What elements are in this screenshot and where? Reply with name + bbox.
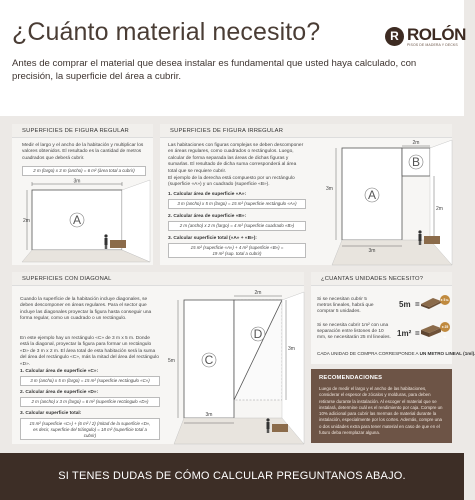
panel-diagonal bbox=[12, 272, 304, 444]
irregular-step-1: 1. Calcular área de superficie «A»: bbox=[168, 192, 247, 197]
irregular-area-a-label: A bbox=[367, 188, 377, 202]
recommendations-title: RECOMENDACIONES bbox=[319, 375, 383, 381]
irregular-formula-1: 3 m (ancho) x 5 m (largo) = 15 m² (superficie rectángulo «A») bbox=[168, 199, 306, 209]
regular-dim-side: 2m bbox=[23, 218, 30, 224]
panel-recommendations bbox=[311, 369, 452, 443]
panel-irregular-title: SUPERFICIES DE FIGURA IRREGULAR bbox=[160, 124, 452, 138]
irregular-dim-left: 3m bbox=[326, 186, 333, 192]
diagonal-text-2: En este ejemplo hay un rectángulo «C» de 3 m x 5 m. Donde está la diagonal, proyectar la figura para formar un rectángulo «D» de 3 m x 2 m. El área total de esta habitación será la suma del área del rectángulo «C», más la mitad del área del rectángulo «D». bbox=[20, 336, 159, 367]
irregular-formula-3-line-1: 15 m² (superficie «A») + 4 m² (superficie «B») = bbox=[190, 245, 284, 250]
panel-units bbox=[311, 272, 475, 364]
diagonal-area-d-label: D bbox=[253, 327, 263, 341]
diagonal-area-c-label: C bbox=[204, 353, 214, 367]
diagonal-step-1: 1. Calcular área de superficie «C»: bbox=[20, 369, 99, 374]
units-note-prefix: CADA UNIDAD DE COMPRA CORRESPONDE A bbox=[317, 351, 420, 356]
diagonal-dim-top: 2m bbox=[254, 290, 262, 296]
diagonal-dim-bottom: 3m bbox=[205, 412, 213, 418]
units-row-2-equals: = bbox=[415, 329, 420, 338]
diagonal-formula-1: 3 m (ancho) x 5 m (largo) = 15 m² (superficie rectángulo «C») bbox=[20, 376, 160, 386]
panel-irregular bbox=[160, 124, 452, 265]
regular-area-label: A bbox=[72, 213, 82, 227]
panel-regular-title: SUPERFICIES DE FIGURA REGULAR bbox=[12, 124, 153, 138]
diagonal-dim-right: 3m bbox=[288, 346, 295, 352]
units-row-2-badge: x 25 u. bbox=[440, 322, 450, 332]
diagonal-formula-3: 15 m² (superficie «C») + (6 m² / 2) (mitad de la superficie «D», es decir, superficie del triángulo) = 18 m² (superficie total a cubrir) bbox=[20, 418, 160, 440]
diagonal-diagram bbox=[164, 288, 304, 444]
regular-text: Medir el largo y el ancho de la habitación y multiplicar los valores obtenidos. El resultado es la cantidad de metros cuadrados que deberá cubrir. bbox=[22, 143, 144, 161]
irregular-text: Las habitaciones con figuras complejas se deben descomponer en áreas regulares, como cuadrados o rectángulos. Luego, calcular de forma separada las áreas de dichas figuras y sumarlas. El resultado de dicha suma corresponderá al área total que se requiere cubrir. bbox=[168, 143, 304, 174]
footer-banner bbox=[0, 453, 464, 500]
panel-diagonal-title: SUPERFICIES CON DIAGONAL bbox=[12, 272, 304, 286]
page-title: ¿Cuánto material necesito? bbox=[12, 18, 321, 46]
units-row-1-value: 5m bbox=[399, 300, 411, 309]
wood-boards-icon bbox=[421, 296, 441, 310]
wood-stack-icon bbox=[421, 324, 441, 338]
brand-logo bbox=[385, 25, 466, 50]
panel-units-title: ¿CUANTAS UNIDADES NECESITO? bbox=[311, 272, 452, 286]
header bbox=[0, 0, 464, 116]
diagonal-text: Cuando la superficie de la habitación incluye diagonales, se deben descomponer en áreas regulares. Para el sector que incluye las diagonales proyectar la figura hasta conseguir una forma regular, como un cuadrado o un rectángulo. bbox=[20, 297, 152, 322]
regular-diagram bbox=[22, 180, 150, 262]
irregular-area-b-label: B bbox=[411, 155, 421, 169]
units-row-1-text: Si se necesitan cubrir 5 metros lineales, habrá que comprar 5 unidades. bbox=[317, 297, 374, 315]
irregular-step-2: 2. Calcular área de superficie «B»: bbox=[168, 214, 247, 219]
irregular-diagram bbox=[312, 140, 452, 265]
logo-wordmark: ROLÓN bbox=[407, 25, 466, 44]
units-row-2-value: 1m² bbox=[397, 329, 412, 338]
irregular-formula-2: 2 m (ancho) x 2 m (largo) = 4 m² (superficie cuadrado «B») bbox=[168, 221, 306, 231]
units-note-bold: UN METRO LINEAL (1ml). bbox=[419, 351, 475, 356]
regular-dim-top: 3m bbox=[73, 178, 81, 185]
irregular-dim-right: 2m bbox=[436, 206, 443, 212]
logo-mark-icon: R bbox=[385, 27, 404, 46]
intro-text: Antes de comprar el material que desea instalar es fundamental que usted haya calculado, con precisión, la superficie del área a cubrir. bbox=[12, 58, 417, 82]
units-row-1-equals: = bbox=[415, 300, 420, 309]
units-row-2-text: Si se necesita cubrir 1m² con una separación entre listones de 10 mm, se necesitarán 25 ml lineales. bbox=[317, 323, 391, 341]
irregular-formula-3 bbox=[168, 243, 306, 258]
recommendations-text: Luego de medir el largo y el ancho de las habitaciones, considerar el espesor de zócalos y molduras, para deben retirarse durante la instalación. Al escoger el material que se instalará, determine cuál es el rendimiento por caja. Compre un 10% adicional para cubrir las mermas de material durante la instalación, especialmente por los cortes. Además, compre una o dos unidades extra para tener material en caso de que en el futuro deba reemplazar alguna. bbox=[319, 386, 443, 436]
units-row-1-badge: x 5 u. bbox=[440, 295, 450, 305]
irregular-dim-bottom: 3m bbox=[368, 248, 376, 254]
diagonal-formula-2: 2 m (ancho) x 3 m (largo) = 6 m² (superficie rectángulo «D») bbox=[20, 397, 160, 407]
irregular-text-2: El ejemplo de la derecha está compuesto por un rectángulo (superficie «A») y un cuadrado (superficie «B»). bbox=[168, 176, 295, 188]
panel-regular bbox=[12, 124, 153, 265]
irregular-formula-3-line-2: 19 m² (sup. total a cubrir) bbox=[212, 251, 262, 256]
diagonal-step-2: 2. Calcular área de superficie «D»: bbox=[20, 390, 99, 395]
irregular-step-3: 3. Calcular superficie total («A» + «B»): bbox=[168, 236, 257, 241]
regular-formula: 2 m (largo) x 3 m (ancho) = 6 m² (área total a cubrir) bbox=[22, 166, 146, 176]
units-note bbox=[317, 351, 475, 356]
diagonal-step-3: 3. Calcular superficie total: bbox=[20, 411, 82, 416]
diagonal-dim-side: 5m bbox=[168, 358, 175, 364]
irregular-dim-top: 2m bbox=[412, 140, 420, 146]
logo-tagline: PISOS DE MADERA Y DECKS bbox=[407, 43, 458, 47]
footer-text: SI TENES DUDAS DE CÓMO CALCULAR PREGUNTANOS ABAJO. bbox=[58, 470, 406, 482]
